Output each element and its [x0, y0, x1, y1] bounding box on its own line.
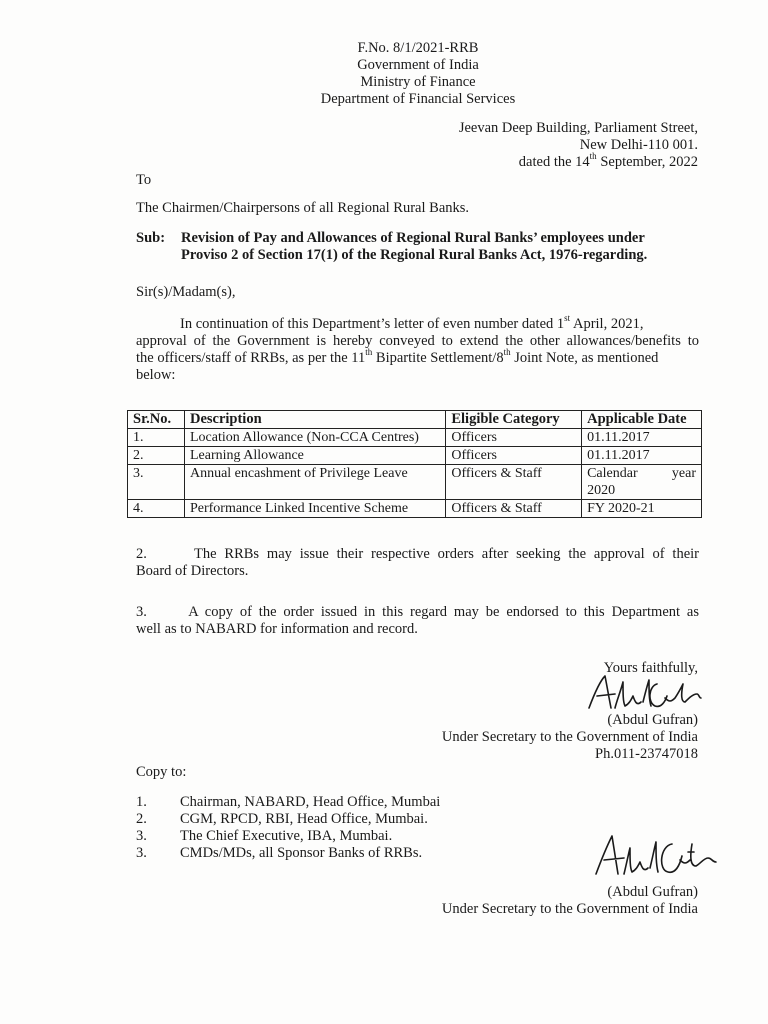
cell-sr-no: 1.	[128, 429, 185, 447]
sender-address	[459, 120, 698, 171]
paragraph-2-line-1: 2. The RRBs may issue their respective orders after seeking the approval of their	[136, 546, 699, 562]
paragraph-3-line-1: 3. A copy of the order issued in this regard may be endorsed to this Department as	[136, 604, 699, 620]
table-row	[128, 465, 702, 500]
cell-date: 01.11.2017	[582, 447, 702, 465]
header-eligible-category: Eligible Category	[446, 411, 582, 429]
paragraph-1-line-4: below:	[136, 367, 176, 383]
ministry-name: Ministry of Finance	[360, 74, 476, 90]
cell-category: Officers	[446, 429, 582, 447]
list-item: 3. CMDs/MDs, all Sponsor Banks of RRBs.	[136, 845, 423, 861]
salutation: Sir(s)/Madam(s),	[136, 284, 236, 300]
list-item: 1. Chairman, NABARD, Head Office, Mumbai	[136, 794, 441, 810]
paragraph-1-line-1: In continuation of this Department’s letter of even number dated 1st April, 2021,	[180, 313, 644, 332]
closing: Yours faithfully,	[603, 660, 698, 676]
table-header-row	[128, 411, 702, 429]
signatory-1-phone: Ph.011-23747018	[595, 746, 698, 762]
subject-line-1: Revision of Pay and Allowances of Regional Rural Banks’ employees under	[181, 230, 645, 246]
cell-sr-no: 4.	[128, 500, 185, 518]
paragraph-1	[136, 313, 699, 384]
cell-sr-no: 2.	[128, 447, 185, 465]
cell-category: Officers & Staff	[446, 465, 582, 500]
paragraph-3-line-2: well as to NABARD for information and record.	[136, 621, 418, 637]
table-row	[128, 500, 702, 518]
cell-description: Performance Linked Incentive Scheme	[184, 500, 445, 518]
signatory-1	[442, 712, 698, 763]
cell-description: Learning Allowance	[184, 447, 445, 465]
cell-description: Annual encashment of Privilege Leave	[184, 465, 445, 500]
copy-to-list	[136, 794, 536, 862]
recipient: The Chairmen/Chairpersons of all Regional Rural Banks.	[136, 200, 470, 216]
address-line-2: New Delhi-110 001.	[579, 137, 698, 153]
cell-category: Officers & Staff	[446, 500, 582, 518]
letter-header	[240, 40, 596, 108]
subject-line-2: Proviso 2 of Section 17(1) of the Regional Rural Banks Act, 1976-regarding.	[181, 247, 648, 263]
signatory-2-designation: Under Secretary to the Government of India	[441, 901, 698, 917]
paragraph-2-line-2: Board of Directors.	[136, 563, 249, 579]
copy-to-label: Copy to:	[136, 764, 187, 780]
cell-date: Calendar year 2020	[582, 465, 702, 500]
list-item: 2. CGM, RPCD, RBI, Head Office, Mumbai.	[136, 811, 428, 827]
list-item: 3. The Chief Executive, IBA, Mumbai.	[136, 828, 393, 844]
cell-category: Officers	[446, 447, 582, 465]
cell-date: FY 2020-21	[582, 500, 702, 518]
signatory-2-name: (Abdul Gufran)	[607, 884, 698, 900]
paragraph-1-line-3: the officers/staff of RRBs, as per the 11th Bipartite Settlement/8th Joint Note, as mentioned	[136, 347, 659, 366]
cell-description: Location Allowance (Non-CCA Centres)	[184, 429, 445, 447]
allowances-table	[127, 410, 702, 518]
header-sr-no: Sr.No.	[128, 411, 185, 429]
government-name: Government of India	[357, 57, 479, 73]
paragraph-2	[136, 546, 699, 580]
table-row	[128, 447, 702, 465]
header-description: Description	[184, 411, 445, 429]
department-name: Department of Financial Services	[320, 91, 516, 107]
header-applicable-date: Applicable Date	[582, 411, 702, 429]
to-label: To	[136, 172, 152, 188]
cell-sr-no: 3.	[128, 465, 185, 500]
file-number: F.No. 8/1/2021-RRB	[357, 40, 479, 56]
letter-date: dated the 14th September, 2022	[518, 151, 698, 170]
paragraph-3	[136, 604, 699, 638]
cell-date: 01.11.2017	[582, 429, 702, 447]
table-row	[128, 429, 702, 447]
signature-2	[590, 830, 720, 880]
subject-label: Sub:	[136, 230, 166, 246]
address-line-1: Jeevan Deep Building, Parliament Street,	[458, 120, 698, 136]
signatory-1-name: (Abdul Gufran)	[607, 712, 698, 728]
signatory-2	[442, 884, 698, 918]
paragraph-1-line-2: approval of the Government is hereby conveyed to extend the other allowances/benefits to	[136, 333, 699, 349]
signatory-1-designation: Under Secretary to the Government of India	[441, 729, 698, 745]
signature-1	[585, 672, 705, 714]
